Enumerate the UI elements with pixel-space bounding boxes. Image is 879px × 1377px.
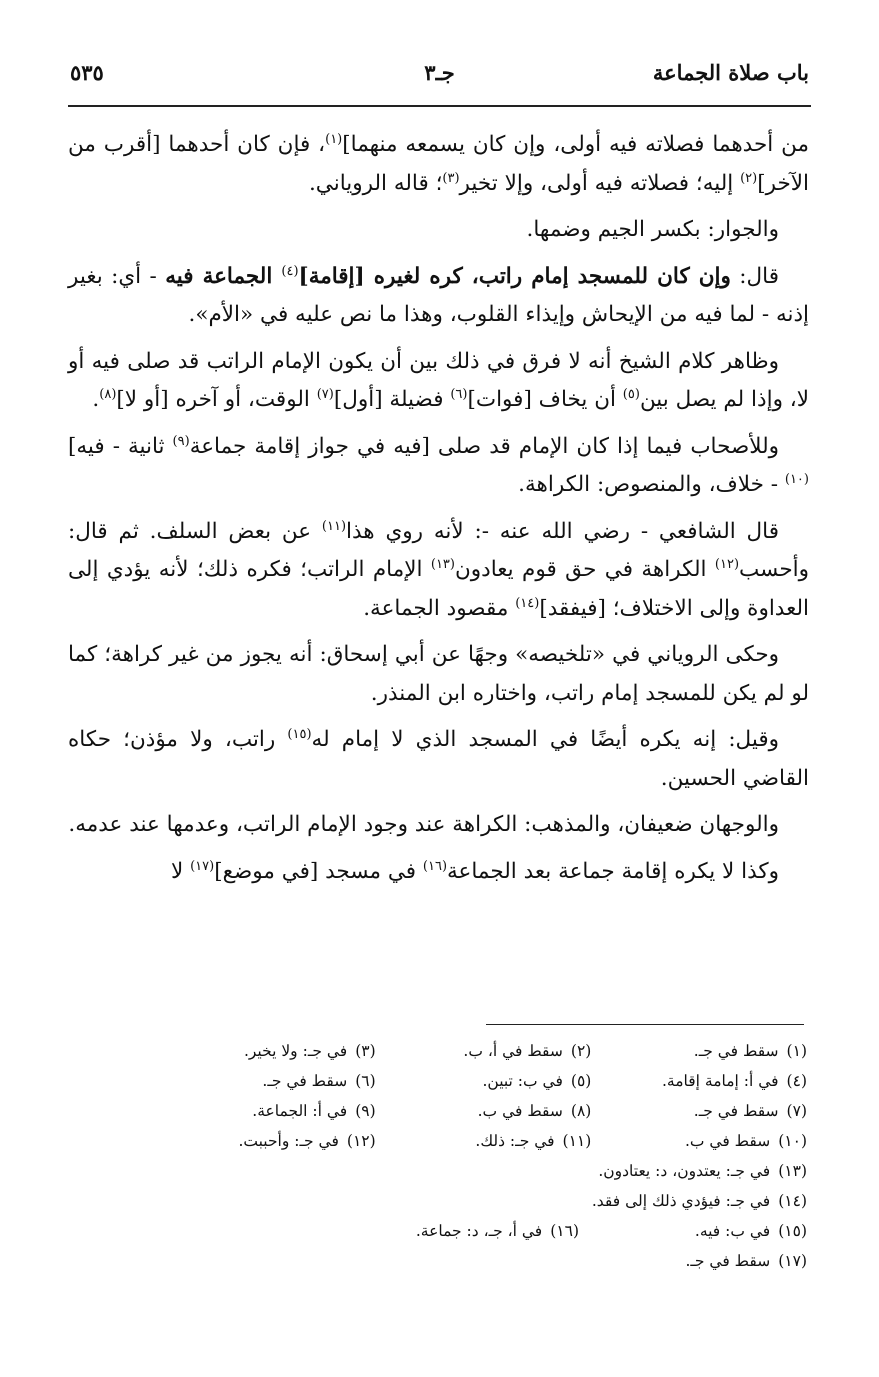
footnote-number: (١٣) [778,1162,807,1180]
footnote-ref: (٦) [450,386,468,402]
text-run: مقصود الجماعة. [363,595,516,621]
footnote [376,1036,592,1066]
paragraph [68,721,809,798]
footnote-ref: (١٧) [190,858,215,874]
footnote-ref: (١٤) [515,595,540,611]
volume-label: جـ٣ [424,60,455,85]
footnote-ref: (٤) [281,263,299,279]
footnote-divider [486,1024,804,1025]
footnote [598,1156,807,1186]
footnote-row [160,1066,807,1096]
text-run: من أحدهما فصلاته فيه أولى، وإن كان يسمعه منهما] [342,132,809,157]
paragraph [68,806,809,845]
paragraph [68,211,809,250]
footnote-number: (٥) [570,1072,592,1090]
footnote-number: (٩) [355,1102,376,1120]
footnote [592,1186,807,1216]
footnote-text: في جـ: ذلك. [475,1132,555,1150]
footnote-ref: (٢) [740,170,758,186]
footnote-text: في جـ: فيؤدي ذلك إلى فقد. [591,1192,771,1210]
text-run: عن بعض السلف. ثم قال: وأحسب [68,518,809,582]
text-run: إليه؛ فصلاته فيه أولى، وإلا تخير [459,170,741,196]
paragraph [68,126,809,203]
paragraph [68,343,809,420]
footnote-number: (٣) [355,1042,376,1060]
footnote-number: (٧) [786,1102,807,1120]
footnote-number: (١٥) [778,1222,807,1240]
footnote-row [160,1246,807,1276]
text-run: وحكى الروياني في «تلخيصه» وجهًا عن أبي إسحاق: أنه يجوز من غير كراهة؛ كما لو لم يكن للمسجد إمام راتب، واختاره ابن المنذر. [68,642,809,706]
paragraph [68,636,809,713]
footnote-row [160,1036,807,1066]
running-header [70,52,809,92]
text-run: ، فإن كان أحدهما [أقرب من الآخر] [68,132,809,196]
text-run: وللأصحاب فيما إذا كان الإمام قد صلى [فيه في جواز إقامة جماعة [189,433,780,459]
footnote [160,1036,376,1066]
bold-text: الجماعة فيه [165,263,282,289]
text-run: راتب، ولا مؤذن؛ حكاه القاضي الحسين. [68,727,809,791]
footnote-number: (١) [786,1042,807,1060]
footnote-text: في أ: إمامة إقامة. [661,1072,779,1090]
text-run: فضيلة [أول] [333,387,451,412]
text-run: الإمام الراتب؛ فكره ذلك؛ لأنه يؤدي إلى العداوة وإلى الاختلاف؛ [فيفقد] [68,557,809,621]
footnote-text: سقط في ب. [477,1102,563,1120]
footnote-ref: (٥) [622,386,640,402]
footnote [591,1036,807,1066]
footnote-text: في جـ: يعتدون، د: يعتادون. [598,1162,771,1180]
footnote-row [160,1216,807,1246]
footnote [376,1066,592,1096]
footnote-number: (١٢) [346,1132,376,1150]
footnote-ref: (٧) [316,386,334,402]
footnote-row [160,1186,807,1216]
text-run: الكراهة في حق قوم يعادون [454,557,715,582]
paragraph [68,853,809,892]
footnote [685,1246,807,1276]
page-number: ٥٣٥ [70,60,104,85]
footnote-text: سقط في جـ. [693,1102,779,1120]
footnote-ref: (١) [325,131,343,147]
footnote-text: في ب: فيه. [694,1222,771,1240]
text-run: قال: [730,263,779,289]
text-run: ثانية - فيه] [68,433,173,459]
footnotes [160,1036,807,1276]
footnote-number: (٤) [786,1072,807,1090]
footnote-text: في جـ: ولا يخير. [243,1042,348,1060]
footnote [579,1216,807,1246]
bold-text: وإن كان للمسجد إمام راتب، كره لغيره [إقامة] [298,263,731,289]
text-run: وقيل: إنه يكره أيضًا في المسجد الذي لا إمام له [311,727,779,752]
text-run: قال الشافعي - رضي الله عنه -: لأنه روي هذا [346,518,779,544]
text-run: - أي: بغير إذنه - لما فيه من الإيحاش وإيذاء القلوب، وهذا ما نص عليه في «الأم». [68,263,809,327]
footnote-number: (١٤) [778,1192,807,1210]
footnote-text: سقط في جـ. [262,1072,348,1090]
text-run: أن يخاف [فوات] [467,387,623,412]
footnote [591,1126,807,1156]
paragraph [68,428,809,505]
footnote [351,1216,579,1246]
footnote-number: (٨) [570,1102,592,1120]
footnote-row [160,1126,807,1156]
footnote-ref: (٩) [172,433,190,449]
footnote-ref: (٨) [99,386,117,402]
footnote-row [160,1096,807,1126]
text-run: . [92,387,100,412]
footnote [160,1066,376,1096]
footnote-number: (٦) [355,1072,376,1090]
footnote-text: سقط في ب. [684,1132,771,1150]
text-run: والوجهان ضعيفان، والمذهب: الكراهة عند وجود الإمام الراتب، وعدمها عند عدمه. [68,812,779,837]
footnote-text: في ب: تبين. [482,1072,563,1090]
footnote [591,1096,807,1126]
footnote-ref: (١٦) [422,858,448,874]
paragraph [68,258,809,335]
header-divider [68,105,811,107]
footnote [160,1126,376,1156]
footnote-ref: (١٥) [287,726,312,742]
footnote-ref: (٣) [442,170,460,186]
footnote-text: في أ، جـ، د: جماعة. [415,1222,543,1240]
text-run: في مسجد [في موضع] [214,858,423,884]
footnote-text: في جـ: وأحببت. [238,1132,339,1150]
text-run: الوقت، أو آخره [أو لا] [116,387,317,412]
text-run: ؛ قاله الروياني. [308,170,443,196]
chapter-title: باب صلاة الجماعة [652,60,809,85]
footnote [376,1096,592,1126]
footnote-ref: (١١) [321,518,347,534]
footnote [591,1066,807,1096]
paragraph [68,513,809,629]
footnote-row [160,1156,807,1186]
footnote-number: (١١) [562,1132,592,1150]
footnote-text: سقط في جـ. [685,1252,771,1270]
footnote-number: (٢) [570,1042,592,1060]
text-run: والجوار: بكسر الجيم وضمها. [526,217,779,242]
footnote-number: (١٦) [550,1222,579,1240]
footnote-text: سقط في أ، ب. [463,1042,563,1060]
footnote-text: سقط في جـ. [693,1042,779,1060]
footnote-text: في أ: الجماعة. [252,1102,348,1120]
text-run: لا [170,858,191,884]
footnote [376,1126,592,1156]
footnote-number: (١٠) [778,1132,807,1150]
footnote-number: (١٧) [778,1252,807,1270]
main-text [68,126,809,899]
footnote-ref: (١٣) [430,556,455,572]
footnote [160,1096,376,1126]
footnote-ref: (١٠) [784,471,809,487]
text-run: وكذا لا يكره إقامة جماعة بعد الجماعة [447,858,779,884]
text-run: وظاهر كلام الشيخ أنه لا فرق في ذلك بين أن يكون الإمام الراتب قد صلى فيه أو لا، وإذا لم يصل بين [68,348,809,412]
footnote-ref: (١٢) [714,556,740,572]
text-run: - خلاف، والمنصوص: الكراهة. [518,472,785,497]
